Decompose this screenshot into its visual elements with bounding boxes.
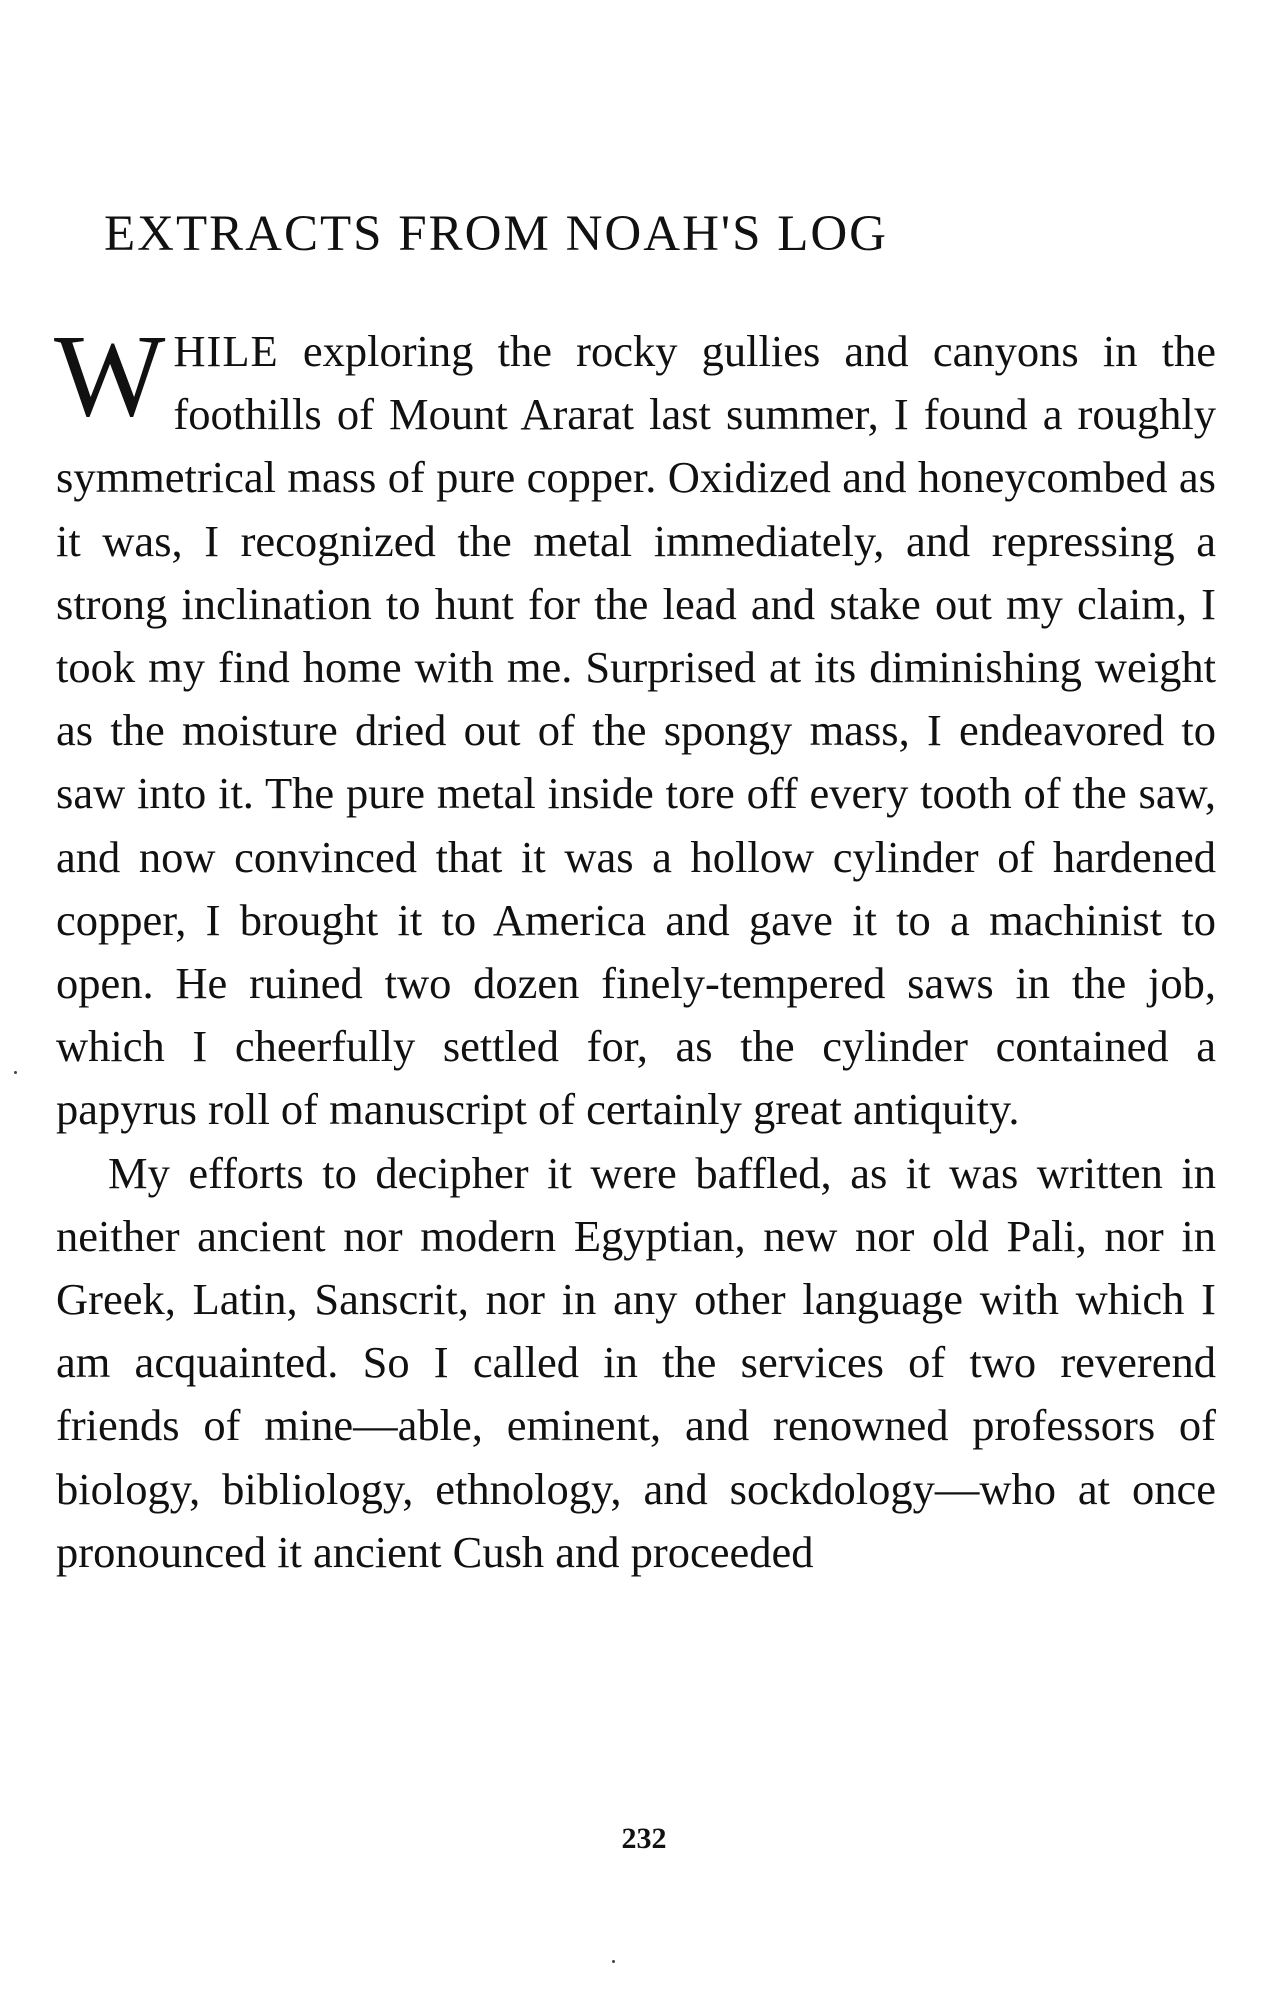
first-word-small-caps: HILE xyxy=(173,326,279,376)
body-text xyxy=(54,310,1216,1584)
print-speck xyxy=(612,1960,615,1963)
paragraph-1 xyxy=(54,310,1216,1142)
chapter-title: EXTRACTS FROM NOAH'S LOG xyxy=(104,206,889,262)
drop-cap: W xyxy=(54,310,166,441)
print-speck xyxy=(14,1071,17,1074)
page-number: 232 xyxy=(621,1822,667,1855)
paragraph-2: My efforts to decipher it were baffled, as it was written in neither ancient nor modern Egyptian, new nor old Pali, nor in Greek, Latin, Sanscrit, nor in any other language with which I am acquainted. So I called in the services of two reverend friends of mine—able, eminent, and renowned professors of biology, bibliology, ethnology, and sockdology—who at once pronounced it ancient Cush and proceeded xyxy=(56,1147,1216,1577)
paragraph-1-text: exploring the rocky gullies and canyons in the foothills of Mount Ararat last summer, I found a roughly symmetrical mass of pure copper. Oxidized and honeycombed as it was, I recognized the metal immediately, and repressing a strong inclination to hunt for the lead and stake out my claim, I took my find home with me. Surprised at its diminishing weight as the moisture dried out of the spongy mass, I endeavored to saw into it. The pure metal inside tore off every tooth of the saw, and now convinced that it was a hollow cylinder of hardened copper, I brought it to America and gave it to a machinist to open. He ruined two dozen finely-tempered saws in the job, which I cheerfully settled for, as the cylinder contained a papyrus roll of manuscript of certainly great antiquity. xyxy=(56,326,1216,1135)
